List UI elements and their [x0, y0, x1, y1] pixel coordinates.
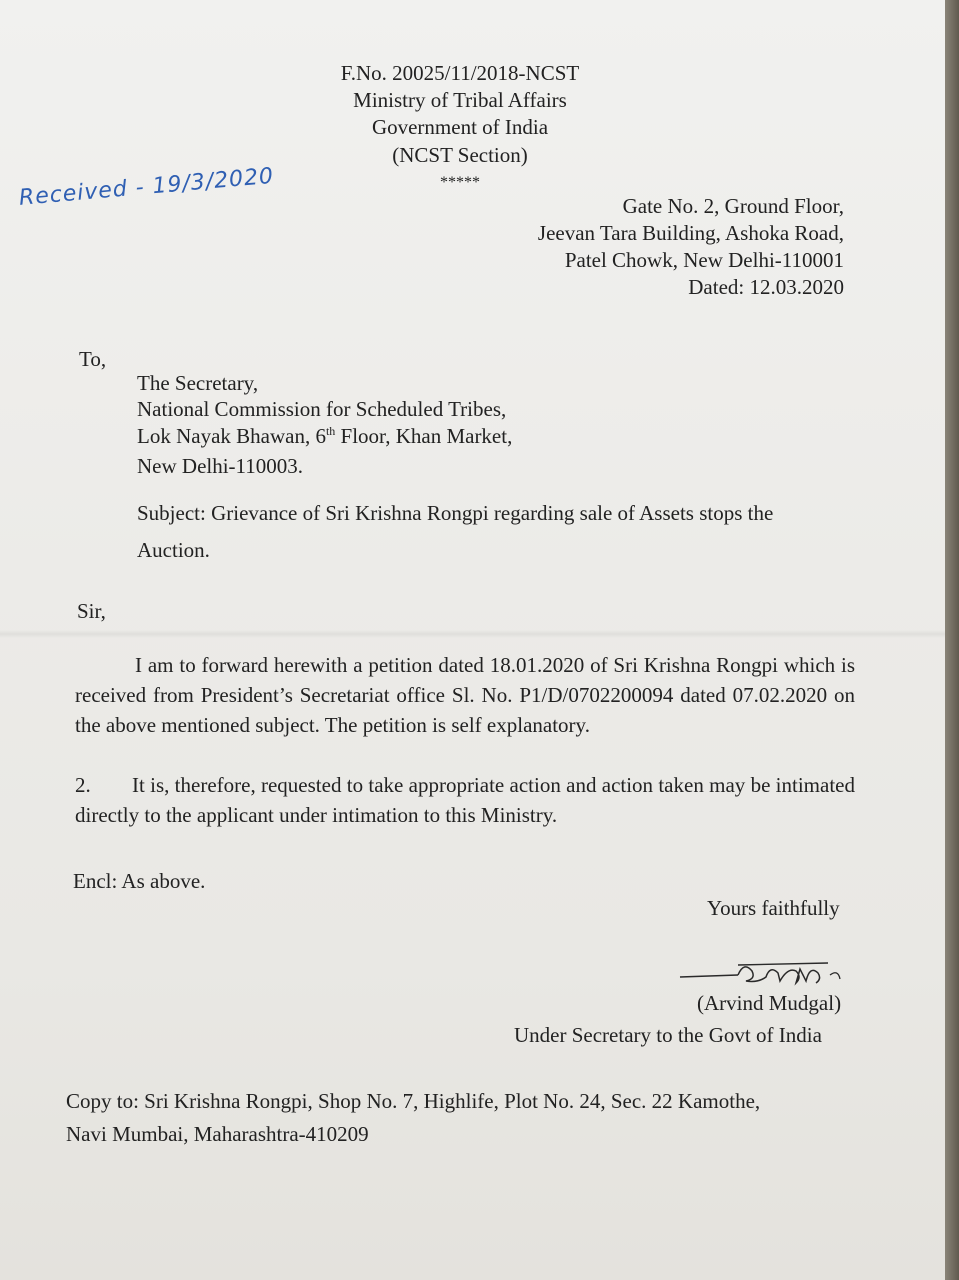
- recipient-line1: The Secretary,: [137, 371, 259, 395]
- section-name: (NCST Section): [392, 143, 528, 167]
- copy-to-line1: Copy to: Sri Krishna Rongpi, Shop No. 7, Highlife, Plot No. 24, Sec. 22 Kamothe,: [66, 1089, 761, 1113]
- sender-address-line1: Gate No. 2, Ground Floor,: [622, 194, 844, 218]
- body-paragraph-1: I am to forward herewith a petition dated 18.01.2020 of Sri Krishna Rongpi which is received from President’s Secretariat office Sl. No. P1/D/0702200094 dated 07.02.2020 on the above mentioned subject. The petition is self explanatory.: [75, 653, 855, 737]
- sender-address-line3: Patel Chowk, New Delhi-110001: [564, 248, 844, 272]
- to-label: To,: [79, 347, 107, 371]
- subject-line2: Auction.: [137, 538, 210, 562]
- signature: [678, 955, 878, 995]
- recipient-line3: Lok Nayak Bhawan, 6th Floor, Khan Market,: [137, 424, 513, 448]
- sender-address-line2: Jeevan Tara Building, Ashoka Road,: [537, 221, 844, 245]
- signatory-name: (Arvind Mudgal): [697, 991, 842, 1015]
- ministry-name: Ministry of Tribal Affairs: [353, 88, 567, 112]
- recipient-line4: New Delhi-110003.: [137, 454, 304, 478]
- paper-fold: [0, 630, 945, 638]
- subject-line1: Subject: Grievance of Sri Krishna Rongpi regarding sale of Assets stops the: [137, 501, 774, 525]
- file-number: F.No. 20025/11/2018-NCST: [340, 61, 580, 85]
- recipient-line2: National Commission for Scheduled Tribes,: [137, 397, 507, 421]
- copy-to-line2: Navi Mumbai, Maharashtra-410209: [66, 1122, 369, 1146]
- government-name: Government of India: [371, 115, 549, 139]
- signatory-designation: Under Secretary to the Govt of India: [514, 1023, 822, 1047]
- received-handwritten-note: Received - 19/3/2020: [18, 163, 276, 211]
- enclosure-note: Encl: As above.: [73, 869, 206, 893]
- closing-yours-faithfully: Yours faithfully: [707, 896, 840, 920]
- salutation: Sir,: [77, 599, 106, 623]
- letter-date: Dated: 12.03.2020: [688, 275, 844, 299]
- separator-stars: *****: [440, 174, 480, 191]
- body-paragraph-2: 2. It is, therefore, requested to take appropriate action and action taken may be intimated directly to the applicant under intimation to this Ministry.: [75, 773, 855, 827]
- background-surface: [945, 0, 959, 1280]
